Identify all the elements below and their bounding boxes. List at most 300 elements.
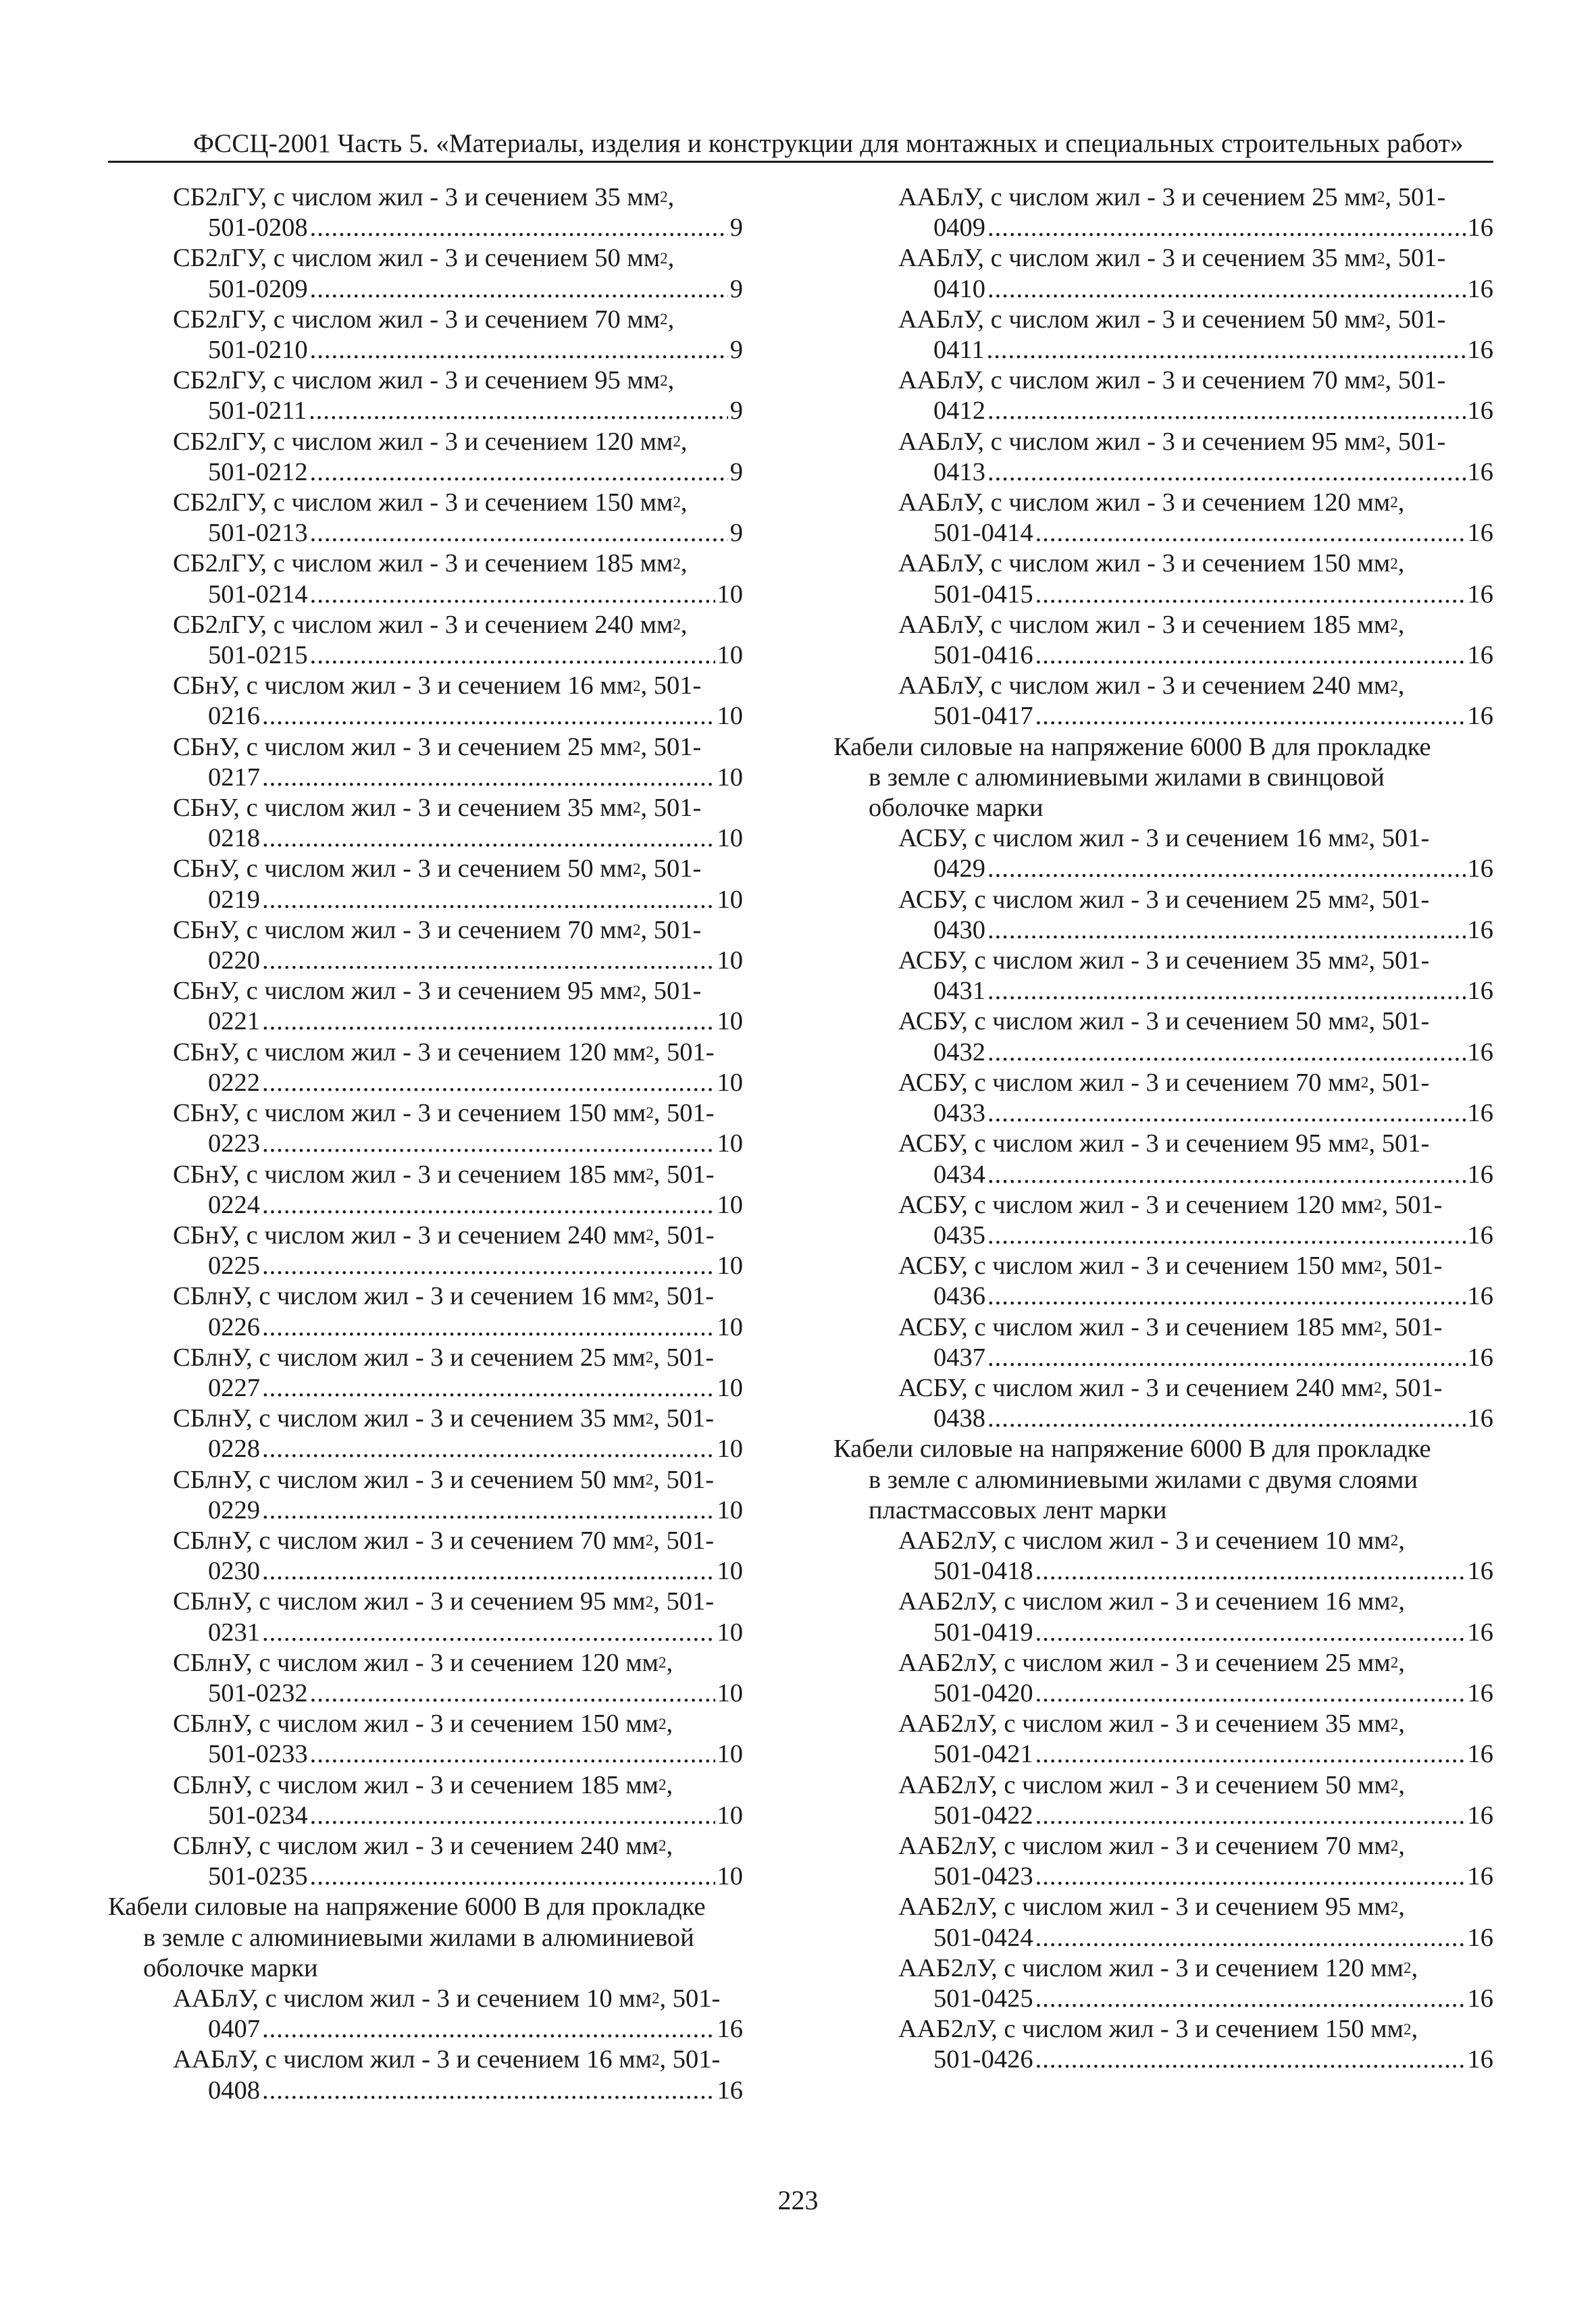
index-entry-code: 0222 (208, 1068, 260, 1097)
index-entry-code: 0217 (208, 763, 260, 792)
dot-leader (262, 2076, 715, 2106)
index-entry-page: 16 (1467, 641, 1493, 670)
index-entry (108, 1343, 743, 1404)
index-entry (108, 1709, 743, 1770)
index-entry-leader-line (173, 640, 743, 671)
index-entry-leader-line (898, 1984, 1493, 2014)
index-entry-page: 16 (1467, 274, 1493, 303)
dot-leader (1035, 1923, 1466, 1953)
index-entry-code: 0433 (933, 1099, 985, 1128)
index-entry-page: 10 (717, 1068, 743, 1097)
index-entry-leader-line (898, 274, 1493, 305)
index-entry (108, 1220, 743, 1281)
index-entry-description: СБнУ, с числом жил - 3 и сечением 95 $мм^2$, 501- (173, 977, 702, 1006)
index-entry-description: ААБлУ, с числом жил - 3 и сечением 120 $мм^2$, (898, 488, 1405, 517)
index-entry-code: 0411 (933, 336, 985, 365)
dot-leader (987, 1343, 1466, 1373)
index-entry-description: ААБлУ, с числом жил - 3 и сечением 70 $мм^2$, 501- (898, 366, 1446, 395)
index-entry-leader-line (898, 1220, 1493, 1251)
index-entry-leader-line (898, 2045, 1493, 2075)
index-entry-page: 16 (1467, 1220, 1493, 1250)
index-entry-description: ААБлУ, с числом жил - 3 и сечением 35 $мм^2$, 501- (898, 244, 1446, 273)
index-entry-page: 10 (717, 1618, 743, 1647)
dot-leader (310, 640, 715, 671)
index-entry-description: АСБУ, с числом жил - 3 и сечением 185 $мм^2$, 501- (898, 1312, 1443, 1341)
dot-leader (987, 213, 1466, 243)
dot-leader (987, 854, 1466, 884)
dot-leader (310, 457, 728, 488)
index-entry (108, 1404, 743, 1464)
dot-leader (987, 1037, 1466, 1068)
index-entry-page: 16 (1467, 1862, 1493, 1891)
index-entry (108, 1281, 743, 1342)
index-entry-leader-line (173, 885, 743, 915)
index-entry-code: 501-0425 (933, 1984, 1033, 2013)
dot-leader (1035, 1618, 1466, 1648)
index-entry-description: СБлнУ, с числом жил - 3 и сечением 16 $мм^2$, 501- (173, 1282, 715, 1311)
index-entry-code: 501-0233 (208, 1740, 308, 1769)
index-entry-description: ААБ2лУ, с числом жил - 3 и сечением 150 $мм^2$, (898, 2015, 1418, 2044)
index-entry-leader-line (898, 1923, 1493, 1953)
index-entry-description: СБлнУ, с числом жил - 3 и сечением 25 $мм^2$, 501- (173, 1343, 715, 1372)
index-entry-page: 16 (1467, 1160, 1493, 1189)
index-entry-code: 501-0211 (208, 396, 307, 426)
index-entry-leader-line (173, 1556, 743, 1587)
index-entry-page: 16 (1467, 1037, 1493, 1066)
index-entry-code: 0218 (208, 824, 260, 853)
section-heading-line: в земле с алюминиевыми жилами в свинцовой (869, 763, 1385, 792)
index-entry-page: 9 (729, 519, 743, 548)
index-entry-code: 0431 (933, 977, 985, 1006)
index-entry-description: СБ2лГУ, с числом жил - 3 и сечением 120 $мм^2$, (173, 427, 688, 456)
index-entry-code: 0436 (933, 1282, 985, 1311)
dot-leader (310, 1801, 715, 1831)
dot-leader (262, 763, 715, 793)
index-entry-leader-line (173, 1434, 743, 1464)
index-entry (108, 1831, 743, 1892)
index-entry-page: 16 (1467, 1099, 1493, 1128)
index-entry (833, 1129, 1493, 1189)
index-entry-leader-line (173, 1861, 743, 1892)
index-entry-code: 0434 (933, 1160, 985, 1189)
index-entry (833, 427, 1493, 488)
index-entry (108, 2045, 743, 2105)
index-entry (833, 1312, 1493, 1373)
index-entry (108, 488, 743, 548)
index-entry-description: ААБлУ, с числом жил - 3 и сечением 185 $мм^2$, (898, 610, 1405, 639)
dot-leader (310, 1739, 715, 1770)
index-entry-page: 10 (717, 1312, 743, 1341)
index-entry-page: 16 (1467, 213, 1493, 242)
index-entry-leader-line (173, 1618, 743, 1648)
index-entry-code: 501-0418 (933, 1557, 1033, 1586)
dot-leader (1035, 1801, 1466, 1831)
index-entry-leader-line (173, 457, 743, 488)
index-entry (108, 548, 743, 609)
index-entry-description: СБ2лГУ, с числом жил - 3 и сечением 95 $мм^2$, (173, 366, 675, 395)
index-entry (108, 854, 743, 915)
index-entry (833, 1770, 1493, 1831)
index-entry-code: 501-0415 (933, 580, 1033, 609)
index-entry-description: СБнУ, с числом жил - 3 и сечением 120 $мм^2$, 501- (173, 1037, 715, 1066)
index-column-right (833, 182, 1493, 2076)
index-entry-page: 9 (729, 396, 743, 426)
index-entry-page: 10 (717, 1678, 743, 1707)
index-entry (108, 1037, 743, 1098)
index-entry-leader-line (173, 213, 743, 243)
index-entry (108, 427, 743, 488)
index-entry-leader-line (898, 1281, 1493, 1312)
dot-leader (1035, 1739, 1466, 1770)
index-entry-description: АСБУ, с числом жил - 3 и сечением 70 $мм^2$, 501- (898, 1068, 1430, 1097)
index-entry-description: ААБлУ, с числом жил - 3 и сечением 150 $мм^2$, (898, 549, 1405, 578)
index-entry (108, 976, 743, 1037)
index-entry-description: АСБУ, с числом жил - 3 и сечением 50 $мм^2$, 501- (898, 1007, 1430, 1036)
index-entry-code: 0408 (208, 2076, 260, 2105)
index-column-left (108, 182, 743, 2106)
index-entry-description: СБлнУ, с числом жил - 3 и сечением 95 $мм^2$, 501- (173, 1587, 715, 1616)
index-entry-page: 16 (1467, 1678, 1493, 1707)
dot-leader (1035, 580, 1466, 610)
index-entry-page: 10 (717, 1801, 743, 1830)
index-entry-code: 501-0422 (933, 1801, 1033, 1830)
index-entry-code: 0413 (933, 457, 985, 486)
index-entry-page: 16 (1467, 915, 1493, 944)
dot-leader (987, 1281, 1466, 1312)
index-entry-page: 9 (729, 213, 743, 242)
index-entry (108, 671, 743, 731)
index-entry-description: СБ2лГУ, с числом жил - 3 и сечением 240 $мм^2$, (173, 610, 688, 639)
dot-leader (987, 1098, 1466, 1129)
index-entry (108, 610, 743, 671)
index-entry-leader-line (898, 1618, 1493, 1648)
index-entry-leader-line (898, 640, 1493, 671)
dot-leader (262, 1190, 715, 1220)
index-entry (833, 2014, 1493, 2075)
index-entry-description: АСБУ, с числом жил - 3 и сечением 25 $мм^2$, 501- (898, 885, 1430, 914)
index-entry-code: 501-0235 (208, 1862, 308, 1891)
index-entry-description: ААБ2лУ, с числом жил - 3 и сечением 25 $мм^2$, (898, 1648, 1405, 1677)
index-entry (833, 243, 1493, 304)
index-entry (108, 1587, 743, 1647)
index-entry-leader-line (173, 274, 743, 305)
index-entry-code: 501-0210 (208, 336, 308, 365)
index-entry-leader-line (898, 213, 1493, 243)
index-entry-code: 0410 (933, 274, 985, 303)
index-entry (108, 1098, 743, 1159)
dot-leader (262, 1556, 715, 1587)
index-entry-leader-line (173, 1801, 743, 1831)
index-entry-leader-line (898, 1801, 1493, 1831)
index-entry-description: СБлнУ, с числом жил - 3 и сечением 70 $мм^2$, 501- (173, 1526, 715, 1555)
index-entry-code: 0437 (933, 1343, 985, 1372)
index-entry-code: 501-0420 (933, 1678, 1033, 1707)
dot-leader (987, 1220, 1466, 1251)
index-entry-leader-line (898, 1556, 1493, 1587)
index-entry-description: СБ2лГУ, с числом жил - 3 и сечением 185 $мм^2$, (173, 549, 688, 578)
index-entry-leader-line (898, 1678, 1493, 1709)
index-entry-code: 0430 (933, 915, 985, 944)
dot-leader (1035, 1984, 1466, 2014)
index-entry-leader-line (898, 701, 1493, 731)
header-rule (108, 161, 1493, 163)
index-entry-description: ААБ2лУ, с числом жил - 3 и сечением 50 $мм^2$, (898, 1770, 1405, 1799)
index-entry-code: 0226 (208, 1312, 260, 1341)
index-entry-description: СБ2лГУ, с числом жил - 3 и сечением 150 $мм^2$, (173, 488, 688, 517)
dot-leader (262, 1312, 715, 1343)
index-entry-leader-line (898, 1343, 1493, 1373)
index-entry (833, 823, 1493, 884)
index-entry-code: 501-0232 (208, 1678, 308, 1707)
dot-leader (262, 823, 715, 854)
index-entry-page: 10 (717, 824, 743, 853)
index-entry-code: 0220 (208, 946, 260, 975)
index-entry-description: СБнУ, с числом жил - 3 и сечением 240 $мм^2$, 501- (173, 1220, 715, 1250)
dot-leader (987, 1404, 1466, 1434)
index-entry-page: 16 (1467, 1801, 1493, 1830)
index-entry-page: 16 (717, 2015, 743, 2044)
index-entry-page: 10 (717, 885, 743, 914)
index-entry (833, 1006, 1493, 1067)
index-entry-leader-line (173, 1006, 743, 1037)
index-entry (833, 1709, 1493, 1770)
index-entry-description: СБнУ, с числом жил - 3 и сечением 150 $мм^2$, 501- (173, 1099, 715, 1128)
index-entry-description: ААБ2лУ, с числом жил - 3 и сечением 35 $мм^2$, (898, 1709, 1405, 1739)
index-entry (108, 732, 743, 793)
index-entry-description: ААБ2лУ, с числом жил - 3 и сечением 95 $мм^2$, (898, 1893, 1405, 1922)
index-entry-code: 0228 (208, 1435, 260, 1464)
index-entry-page: 16 (1467, 396, 1493, 426)
index-entry-description: СБлнУ, с числом жил - 3 и сечением 35 $мм^2$, 501- (173, 1404, 715, 1433)
index-entry (108, 915, 743, 976)
index-entry-leader-line (173, 701, 743, 731)
index-entry-page: 9 (729, 336, 743, 365)
index-entry-page: 16 (1467, 1618, 1493, 1647)
dot-leader (262, 1495, 715, 1526)
index-entry-leader-line (898, 1037, 1493, 1068)
index-entry-code: 0223 (208, 1129, 260, 1158)
index-entry (833, 610, 1493, 671)
index-entry-description: СБ2лГУ, с числом жил - 3 и сечением 50 $мм^2$, (173, 244, 675, 273)
index-entry-page: 10 (717, 1740, 743, 1769)
index-entry-page: 16 (717, 2076, 743, 2105)
index-entry-code: 501-0213 (208, 519, 308, 548)
index-entry-code: 501-0212 (208, 457, 308, 486)
index-entry-page: 16 (1467, 1557, 1493, 1586)
index-entry-page: 10 (717, 763, 743, 792)
index-entry (108, 305, 743, 365)
index-entry-code: 501-0419 (933, 1618, 1033, 1647)
index-entry (833, 488, 1493, 548)
index-entry-description: СБнУ, с числом жил - 3 и сечением 25 $мм^2$, 501- (173, 732, 702, 761)
index-entry-leader-line (173, 1190, 743, 1220)
index-entry (833, 1831, 1493, 1892)
index-entry-code: 501-0424 (933, 1923, 1033, 1952)
index-entry-code: 0216 (208, 702, 260, 731)
page-number: 223 (777, 2185, 819, 2215)
section-heading-line: Кабели силовые на напряжение 6000 В для прокладке (833, 1435, 1431, 1464)
dot-leader (262, 885, 715, 915)
index-entry-page: 16 (1467, 1343, 1493, 1372)
index-entry-description: СБнУ, с числом жил - 3 и сечением 35 $мм^2$, 501- (173, 794, 702, 823)
index-entry-code: 0230 (208, 1557, 260, 1586)
section-heading-line: пластмассовых лент марки (869, 1495, 1167, 1524)
index-entry-code: 0219 (208, 885, 260, 914)
index-entry-leader-line (173, 1251, 743, 1281)
index-entry (833, 1068, 1493, 1129)
index-entry-description: ААБ2лУ, с числом жил - 3 и сечением 16 $мм^2$, (898, 1587, 1405, 1616)
dot-leader (987, 976, 1466, 1006)
index-entry (108, 1465, 743, 1526)
index-entry-description: СБнУ, с числом жил - 3 и сечением 70 $мм^2$, 501- (173, 915, 702, 944)
index-entry (833, 1373, 1493, 1434)
index-entry-description: ААБ2лУ, с числом жил - 3 и сечением 10 $мм^2$, (898, 1526, 1405, 1555)
index-entry-code: 0221 (208, 1007, 260, 1036)
index-entry (833, 1953, 1493, 2014)
index-entry-page: 10 (717, 946, 743, 975)
index-entry-description: АСБУ, с числом жил - 3 и сечением 95 $мм^2$, 501- (898, 1129, 1430, 1158)
index-entry (833, 946, 1493, 1006)
index-entry (833, 305, 1493, 365)
index-entry-page: 16 (1467, 2045, 1493, 2074)
index-entry-page: 10 (717, 1495, 743, 1524)
index-entry-page: 10 (717, 702, 743, 731)
index-entry-description: СБлнУ, с числом жил - 3 и сечением 240 $мм^2$, (173, 1831, 673, 1860)
index-entry-description: СБ2лГУ, с числом жил - 3 и сечением 35 $мм^2$, (173, 183, 675, 211)
index-entry-description: СБнУ, с числом жил - 3 и сечением 50 $мм^2$, 501- (173, 854, 702, 883)
index-entry-leader-line (173, 396, 743, 426)
section-heading-line: Кабели силовые на напряжение 6000 В для прокладке (108, 1893, 706, 1922)
dot-leader (1035, 640, 1466, 671)
index-entry-code: 0409 (933, 213, 985, 242)
index-entry-code: 0429 (933, 854, 985, 883)
index-entry (108, 1770, 743, 1831)
dot-leader (310, 335, 728, 365)
dot-leader (262, 1373, 715, 1404)
index-entry-leader-line (173, 823, 743, 854)
index-entry-leader-line (173, 1373, 743, 1404)
index-entry-leader-line (898, 457, 1493, 488)
index-entry-page: 10 (717, 1129, 743, 1158)
index-entry-code: 501-0215 (208, 641, 308, 670)
index-entry (833, 1587, 1493, 1647)
index-entry-leader-line (173, 763, 743, 793)
index-entry-page: 10 (717, 580, 743, 609)
index-entry-page: 16 (1467, 977, 1493, 1006)
index-entry-code: 501-0208 (208, 213, 308, 242)
dot-leader (310, 580, 715, 610)
index-entry-description: ААБлУ, с числом жил - 3 и сечением 95 $мм^2$, 501- (898, 427, 1446, 456)
index-entry-code: 0231 (208, 1618, 260, 1647)
dot-leader (1035, 1861, 1466, 1892)
index-entry-leader-line (173, 1495, 743, 1526)
index-entry-description: ААБлУ, с числом жил - 3 и сечением 10 $мм^2$, 501- (173, 1984, 721, 2013)
index-entry-page: 16 (1467, 854, 1493, 883)
index-entry (833, 1190, 1493, 1251)
index-entry-code: 501-0234 (208, 1801, 308, 1830)
index-entry-leader-line (173, 335, 743, 365)
dot-leader (987, 1160, 1466, 1190)
index-entry-page: 16 (1467, 580, 1493, 609)
dot-leader (310, 1861, 715, 1892)
index-entry-leader-line (173, 2076, 743, 2106)
index-entry-page: 10 (717, 641, 743, 670)
index-entry (108, 793, 743, 854)
index-entry-description: АСБУ, с числом жил - 3 и сечением 240 $мм^2$, 501- (898, 1373, 1443, 1402)
index-entry (833, 1526, 1493, 1587)
index-entry-page: 10 (717, 1007, 743, 1036)
index-entry-description: СБнУ, с числом жил - 3 и сечением 185 $мм^2$, 501- (173, 1160, 715, 1189)
index-entry-leader-line (173, 1739, 743, 1770)
dot-leader (262, 1006, 715, 1037)
dot-leader (1035, 1678, 1466, 1709)
dot-leader (262, 2014, 715, 2045)
index-entry (108, 182, 743, 243)
index-entry-page: 16 (1467, 336, 1493, 365)
index-entry-leader-line (173, 1678, 743, 1709)
index-entry-code: 501-0416 (933, 641, 1033, 670)
index-entry-leader-line (898, 976, 1493, 1006)
section-heading-line: оболочке марки (869, 794, 1044, 823)
dot-leader (987, 396, 1466, 426)
index-entry-description: СБлнУ, с числом жил - 3 и сечением 50 $мм^2$, 501- (173, 1465, 715, 1494)
section-heading-line: в земле с алюминиевыми жилами с двумя слоями (869, 1465, 1418, 1494)
index-entry-page: 9 (729, 274, 743, 303)
index-entry-code: 501-0414 (933, 519, 1033, 548)
index-entry-code: 501-0421 (933, 1740, 1033, 1769)
index-entry-description: ААБлУ, с числом жил - 3 и сечением 16 $мм^2$, 501- (173, 2045, 721, 2074)
index-entry-leader-line (898, 518, 1493, 548)
index-entry-code: 501-0417 (933, 702, 1033, 731)
index-entry-description: ААБлУ, с числом жил - 3 и сечением 50 $мм^2$, 501- (898, 305, 1446, 334)
index-entry-leader-line (173, 580, 743, 610)
dot-leader (310, 274, 728, 305)
running-header: ФССЦ-2001 Часть 5. «Материалы, изделия и конструкции для монтажных и специальных строительных работ» (193, 129, 1464, 158)
index-entry-page: 16 (1467, 702, 1493, 731)
dot-leader (262, 1251, 715, 1281)
index-entry-page: 10 (717, 1252, 743, 1281)
dot-leader (262, 1068, 715, 1098)
index-entry (108, 1526, 743, 1587)
section-heading-line: в земле с алюминиевыми жилами в алюминиевой (143, 1923, 694, 1952)
index-entry-code: 0438 (933, 1404, 985, 1433)
index-entry-code: 0412 (933, 396, 985, 426)
index-entry-leader-line (898, 1739, 1493, 1770)
index-entry-leader-line (898, 915, 1493, 946)
index-entry (833, 1892, 1493, 1953)
dot-leader (262, 701, 715, 731)
index-entry-leader-line (173, 946, 743, 976)
index-entry (833, 1648, 1493, 1709)
dot-leader (262, 1434, 715, 1464)
index-entry (833, 182, 1493, 243)
index-entry (833, 548, 1493, 609)
index-entry-code: 0224 (208, 1190, 260, 1219)
index-entry-code: 0229 (208, 1495, 260, 1524)
index-entry-leader-line (898, 335, 1493, 365)
index-entry-page: 10 (717, 1435, 743, 1464)
dot-leader (1035, 2045, 1466, 2075)
index-entry-code: 501-0209 (208, 274, 308, 303)
index-entry-description: АСБУ, с числом жил - 3 и сечением 120 $мм^2$, 501- (898, 1190, 1443, 1219)
section-heading (833, 732, 1493, 824)
index-entry-page: 10 (717, 1557, 743, 1586)
index-entry-page: 16 (1467, 1923, 1493, 1952)
index-entry-page: 10 (717, 1190, 743, 1219)
index-entry-page: 16 (1467, 519, 1493, 548)
index-entry-code: 0225 (208, 1252, 260, 1281)
index-entry-page: 16 (1467, 1404, 1493, 1433)
